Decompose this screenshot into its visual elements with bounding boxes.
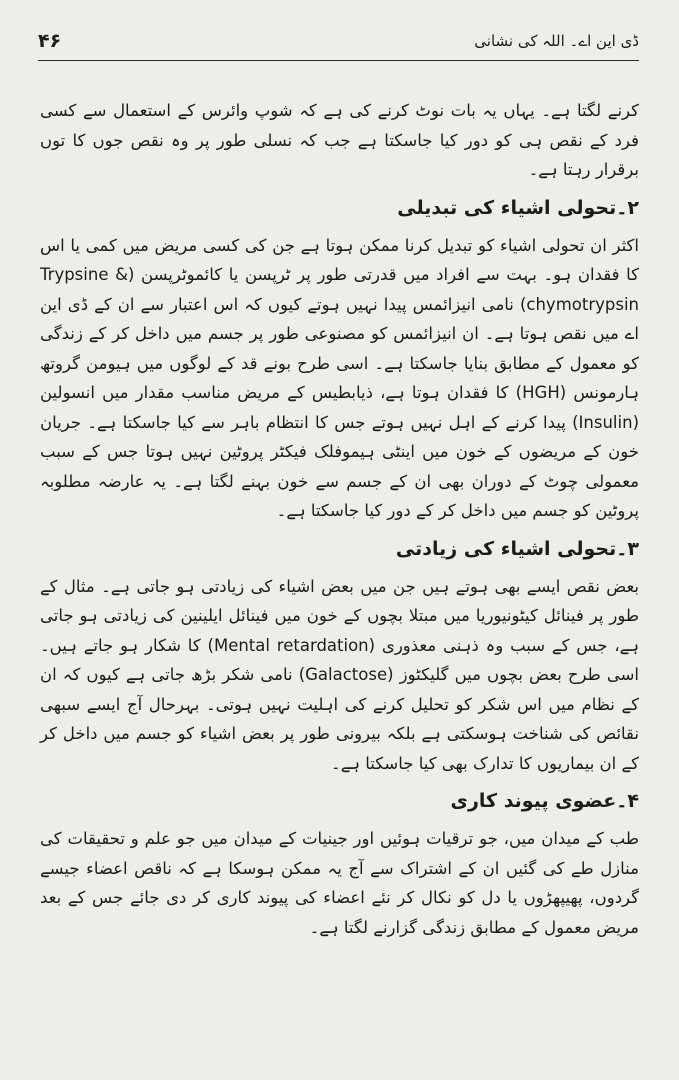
section-heading-metabolite-excess: ۳۔تحولی اشیاء کی زیادتی [395,537,639,560]
paragraph-organ-transplant: طب کے میدان میں، جو ترقیات ہوئیں اور جینیات کے میدان میں جو علم و تحقیقات کی منازل طے کی گئیں ان کے اشتراک سے آج یہ ممکن ہوسکا ہے کہ ناقص اعضاء جیسے گردوں، پھیپھڑوں یا دل کو نکال کر نئے اعضاء کی پیوند کاری کر دی جائے جس کے بعد مریض معمول کے مطابق زندگی گزارنے لگتا ہے۔ [40,829,639,937]
section-heading-metabolite-replacement: ۲۔تحولی اشیاء کی تبدیلی [397,196,639,219]
running-title: ڈی این اے۔ اللہ کی نشانی [474,32,639,50]
paragraph-metabolite-excess: بعض نقص ایسے بھی ہوتے ہیں جن میں بعض اشیاء کی زیادتی ہو جاتی ہے۔ مثال کے طور پر فینائل کیٹونیوریا میں مبتلا بچوں کے خون میں فینائل ایلینین کی زیادتی ہو جاتی ہے، جس کے سبب وہ ذہنی معذوری (Mental retardation) کا شکار ہو جاتے ہیں۔ اسی طرح بعض بچوں میں گلیکٹوز (Galactose) نامی شکر بڑھ جاتی ہے کیوں کہ ان کے نظام میں اس شکر کو تحلیل کرنے کی اہلیت نہیں ہوتی۔ بہرحال آج ایسے سبھی نقائص کی شناخت ہوسکتی ہے بلکہ بیرونی طور پر بعض اشیاء کو جسم میں داخل کر کے ان بیماریوں کا تدارک بھی کیا جاسکتا ہے۔ [40,576,640,773]
page-header [38,30,639,61]
section-heading-organ-transplant: ۴۔عضوی پیوند کاری [450,790,639,812]
paragraph-intro: کرنے لگتا ہے۔ یہاں یہ بات نوٹ کرنے کی ہے کہ شوپ وائرس کے استعمال سے کسی فرد کے نقص ہی کو دور کیا جاسکتا ہے جب کہ نسلی طور پر وہ نقص جوں کا توں برقرار رہتا ہے۔ [40,101,639,179]
page-number: ۴۶ [38,30,62,52]
paragraph-metabolite-replacement: اکثر ان تحولی اشیاء کو تبدیل کرنا ممکن ہوتا ہے جن کی کسی مریض میں کمی یا اس کا فقدان ہو۔ بہت سے افراد میں قدرتی طور پر ٹرپسن یا کائموٹرپسن (Trypsine & chymotrypsin) نامی انیزائمس پیدا نہیں ہوتے کیوں کہ اس اعتبار سے ان کے ڈی این اے میں نقص ہوتا ہے۔ ان انیزائمس کو مصنوعی طور پر جسم میں داخل کر کے زندگی کو معمول کے مطابق بنایا جاسکتا ہے۔ اسی طرح بونے قد کے لوگوں میں ہیومن گروتھ ہارمونس (HGH) کا فقدان ہوتا ہے، ذیابطیس کے مریض مناسب مقدار میں انسولین (Insulin) پیدا کرنے کے اہل نہیں ہوتے جس کا انتظام باہر سے کیا جاسکتا ہے۔ جریان خون کے مریضوں کے خون میں اینٹی ہیموفلک فیکٹر پروٹین نہیں ہوتا جس کے سبب معمولی چوٹ کے دوران بھی ان کے جسم سے خون بہنے لگتا ہے۔ یہ عارضہ مطلوبہ پروٹین کو جسم میں داخل کر کے دور کیا جاسکتا ہے۔ [40,235,640,520]
page-body [40,96,639,942]
